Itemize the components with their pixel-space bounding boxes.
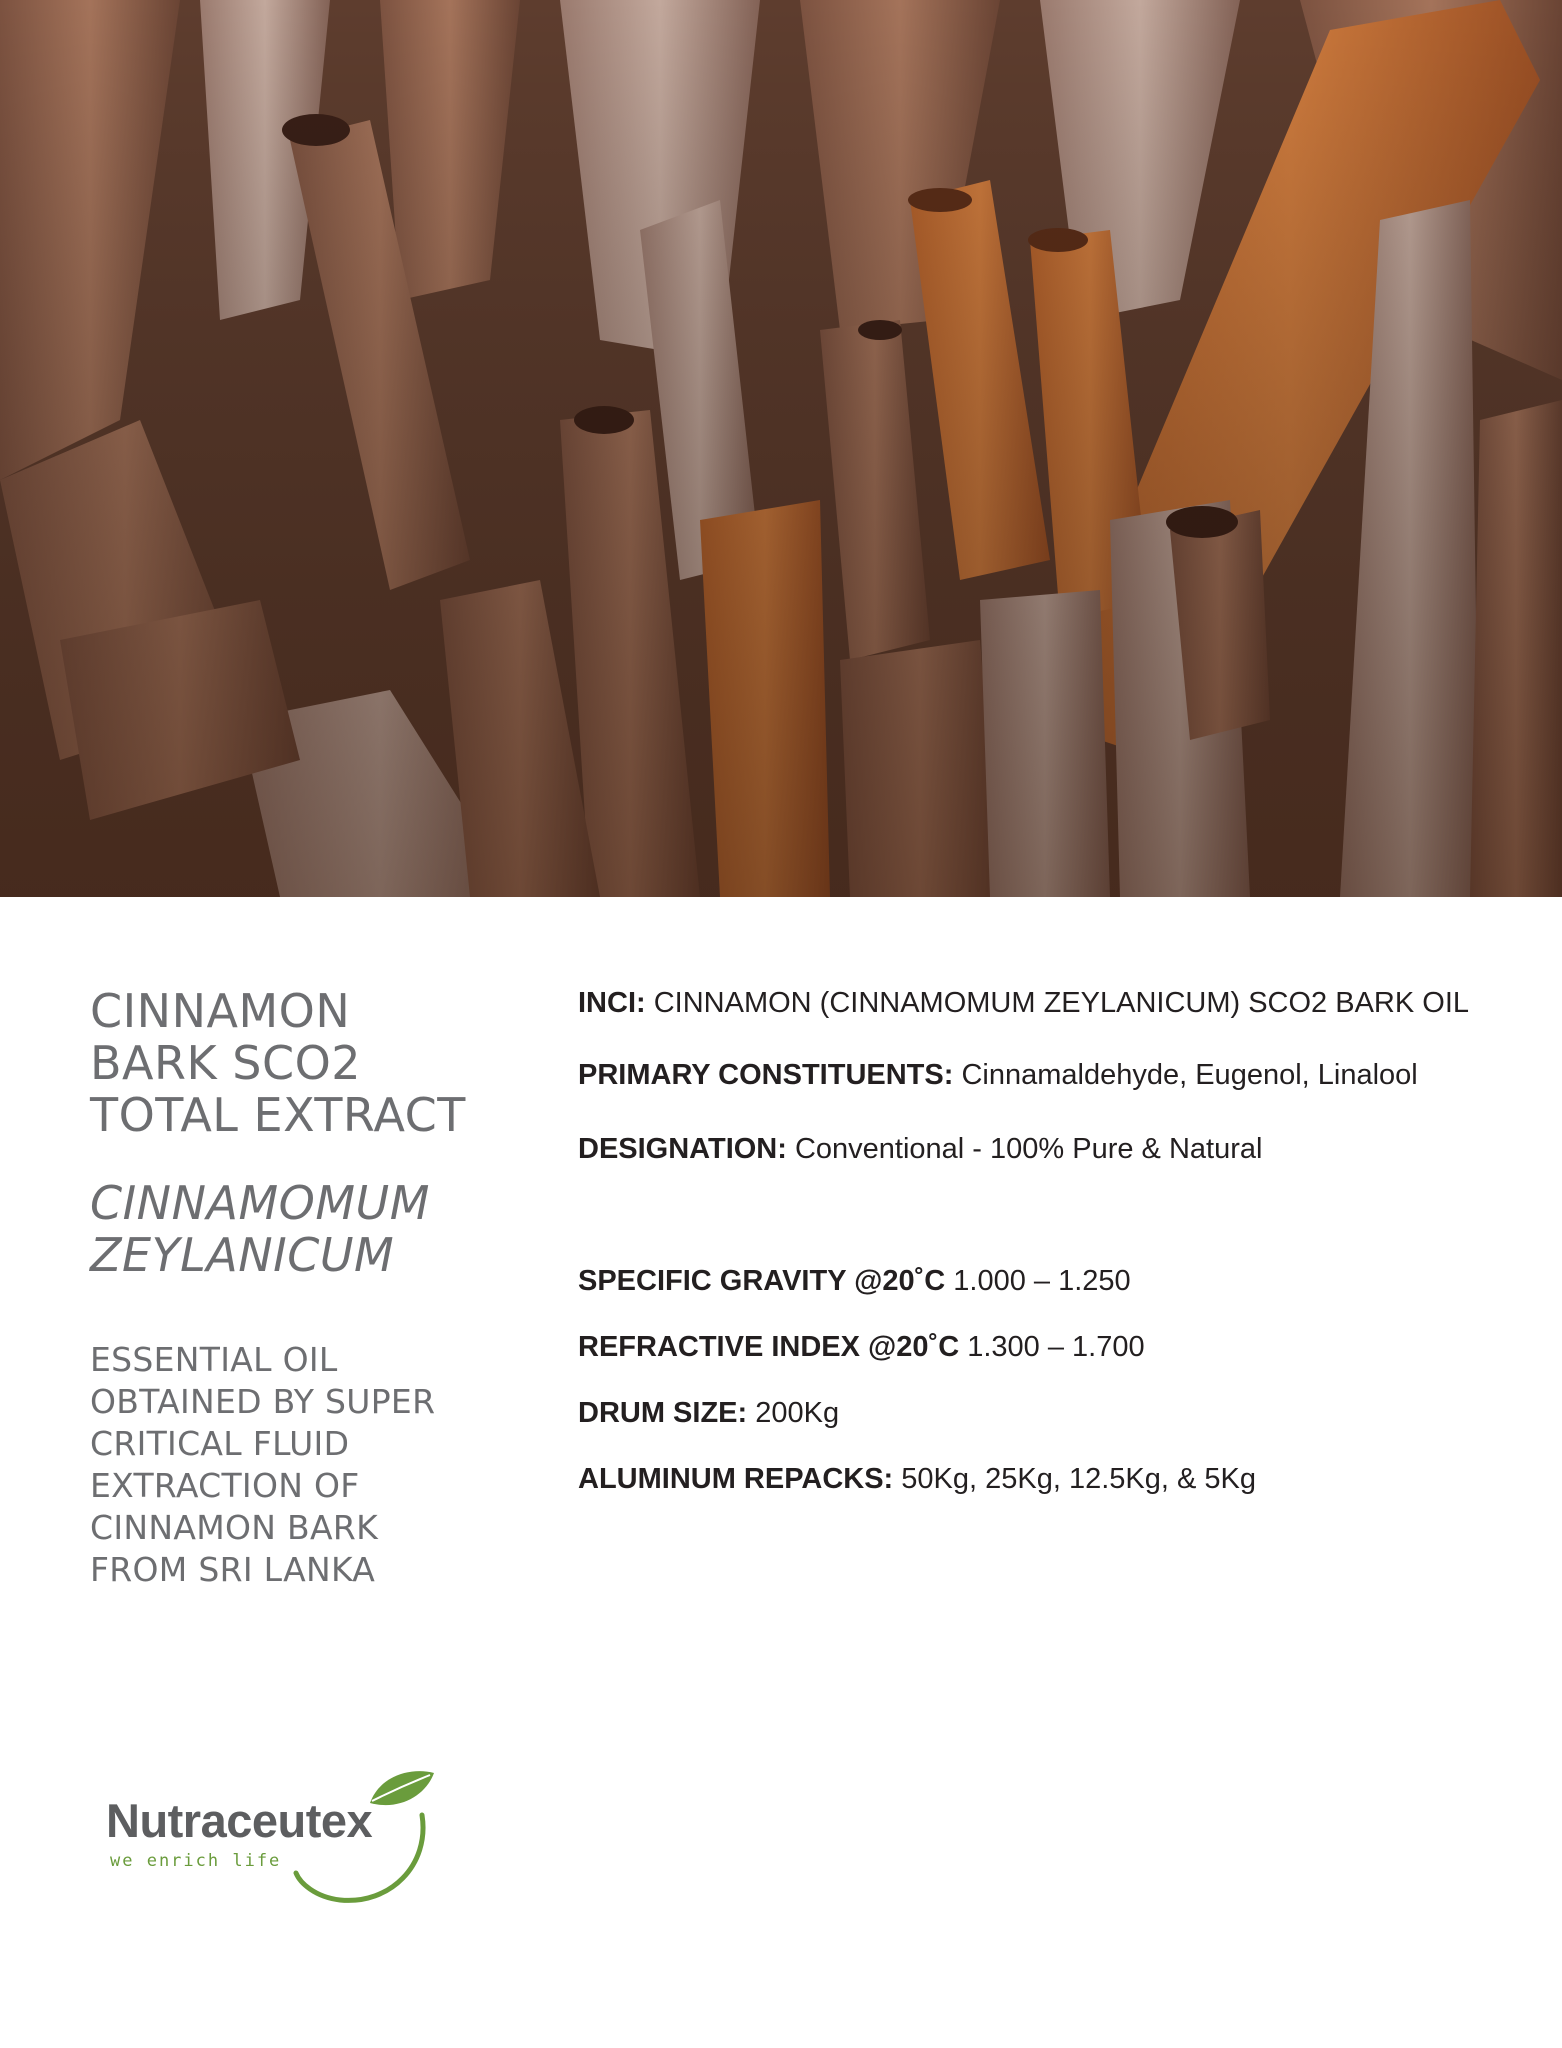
description-line: CINNAMON BARK: [90, 1508, 379, 1547]
spec-designation: [578, 1129, 1508, 1169]
spec-value: Cinnamaldehyde, Eugenol, Linalool: [953, 1059, 1418, 1091]
product-title-line: CINNAMON: [90, 984, 351, 1038]
spec-label: ALUMINUM REPACKS:: [578, 1463, 894, 1495]
spec-label: INCI:: [578, 987, 646, 1019]
spec-inci: [578, 983, 1508, 1023]
spec-label: SPECIFIC GRAVITY @20˚C: [578, 1265, 946, 1297]
botanical-name-line: ZEYLANICUM: [90, 1228, 395, 1282]
botanical-name: [90, 1177, 520, 1281]
brand-tagline: we enrich life: [110, 1851, 282, 1871]
spec-value: Conventional - 100% Pure & Natural: [786, 1133, 1263, 1165]
product-description: [90, 1339, 520, 1591]
spec-label: DRUM SIZE:: [578, 1397, 748, 1429]
spec-gravity: [578, 1261, 1508, 1301]
product-summary: [90, 985, 520, 1591]
spec-value: CINNAMON (CINNAMOMUM ZEYLANICUM) SCO2 BARK OIL: [645, 987, 1470, 1019]
brand-name: Nutraceutex: [106, 1794, 373, 1847]
spec-repacks: [578, 1459, 1508, 1499]
product-title: [90, 985, 520, 1141]
cinnamon-bark-illustration: [0, 0, 1562, 897]
spec-value: 1.000 – 1.250: [945, 1265, 1131, 1297]
hero-photo-cinnamon-bark: [0, 0, 1562, 897]
botanical-name-line: CINNAMOMUM: [90, 1176, 430, 1230]
spec-drum-size: [578, 1393, 1508, 1433]
product-title-line: TOTAL EXTRACT: [90, 1088, 466, 1142]
description-line: CRITICAL FLUID: [90, 1424, 350, 1463]
spec-list: [578, 983, 1508, 1499]
spec-constituents: [578, 1055, 1508, 1095]
product-title-line: BARK SCO2: [90, 1036, 362, 1090]
spec-value: 50Kg, 25Kg, 12.5Kg, & 5Kg: [893, 1463, 1257, 1495]
spec-label: DESIGNATION:: [578, 1133, 787, 1165]
spec-refractive: [578, 1327, 1508, 1367]
description-line: ESSENTIAL OIL: [90, 1340, 338, 1379]
description-line: EXTRACTION OF: [90, 1466, 360, 1505]
spec-value: 1.300 – 1.700: [959, 1331, 1145, 1363]
spec-value: 200Kg: [747, 1397, 840, 1429]
description-line: OBTAINED BY SUPER: [90, 1382, 436, 1421]
spec-label: REFRACTIVE INDEX @20˚C: [578, 1331, 960, 1363]
spec-label: PRIMARY CONSTITUENTS:: [578, 1059, 954, 1091]
description-line: FROM SRI LANKA: [90, 1550, 376, 1589]
brand-logo: [100, 1755, 440, 1915]
